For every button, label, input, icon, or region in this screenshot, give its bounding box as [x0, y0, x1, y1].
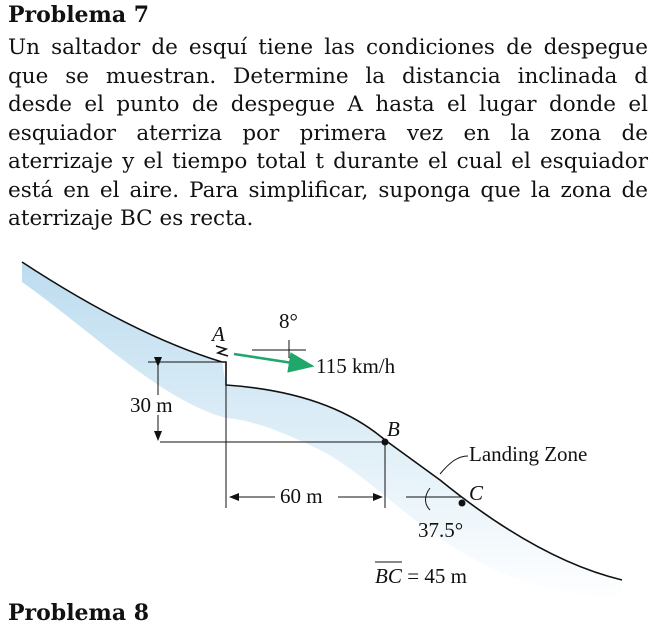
point-b-label: B [387, 417, 400, 441]
skier-icon [216, 346, 228, 356]
point-c-label: C [469, 481, 484, 505]
next-problem-title: Problema 8 [8, 600, 150, 626]
statement-line: esquiador aterriza por primera vez en la zona de [8, 120, 648, 146]
speed-label: 115 km/h [316, 354, 396, 378]
statement-line: aterrizaje BC es recta. [8, 206, 254, 231]
statement-line: aterrizaje y el tiempo total t durante el cual el esquiador [8, 149, 648, 174]
height-label: 30 m [130, 393, 173, 417]
horizontal-label: 60 m [280, 484, 323, 508]
statement-line: desde el punto de despegue A hasta el lugar donde el [8, 92, 648, 117]
velocity-arrow [234, 354, 312, 366]
bc-label: BC [375, 564, 402, 588]
statement-line: está en el aire. Para simplificar, suponga que la zona de [8, 177, 648, 203]
statement-line: Un saltador de esquí tiene las condiciones de despegue [8, 35, 648, 60]
problem-statement [8, 34, 648, 234]
statement-line: que se muestran. Determine la distancia inclinada d [8, 63, 648, 89]
point-c-dot [459, 500, 466, 507]
bc-value: = 45 m [402, 564, 467, 588]
landing-zone-label: Landing Zone [469, 442, 588, 466]
problem-title: Problema 7 [8, 2, 150, 28]
slope-angle-label: 37.5° [418, 518, 464, 542]
launch-angle-label: 8° [279, 309, 298, 333]
point-a-label: A [212, 322, 225, 346]
snow-slope [22, 262, 622, 600]
ski-jump-figure [0, 255, 661, 600]
